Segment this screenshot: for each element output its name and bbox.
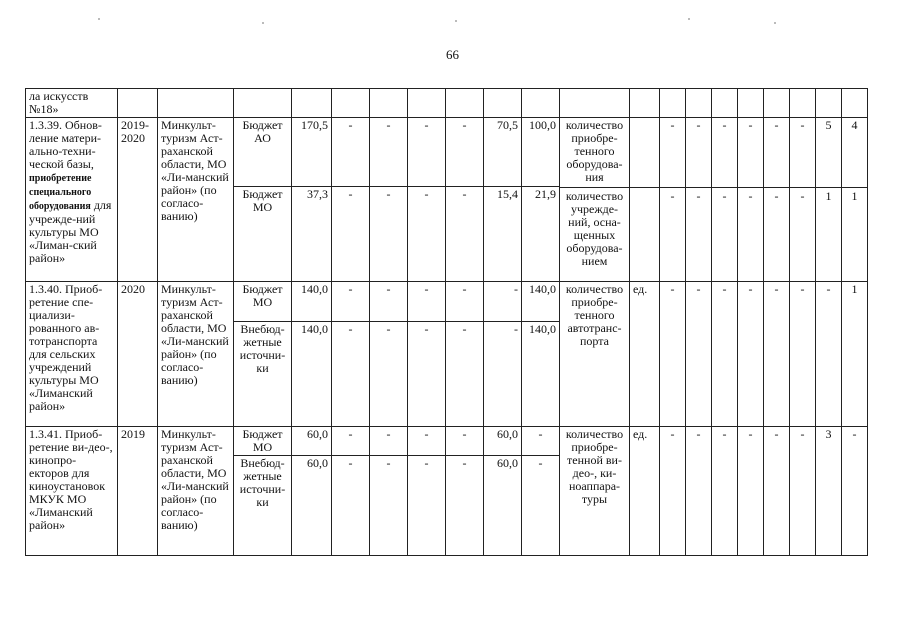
value-cell: 100,0 — [522, 118, 560, 187]
unit-cell: ед. — [630, 282, 660, 427]
measure-name-inserted-text: приобретение специального оборудования — [29, 173, 92, 212]
value-cell: 140,0 — [292, 322, 332, 427]
indicator-value: 1 — [825, 189, 832, 203]
source-label: Внебюд-жетные источни-ки — [234, 456, 292, 556]
table-row — [26, 118, 868, 187]
indicator-value: - — [686, 118, 711, 188]
indicator-value: - — [660, 118, 685, 188]
table-row — [26, 89, 868, 118]
indicator-value: - — [670, 189, 675, 203]
measure-name-cell: 1.3.39. Обнов-ление матери-ально-техни-ческой базы, приобретение специального оборудования для учрежде-ний культуры МО «Лиман-ский район» — [26, 118, 118, 282]
value-cell: - — [370, 187, 408, 282]
value-cell: - — [446, 456, 484, 556]
source-label: Бюджет МО — [234, 282, 292, 322]
indicator-value: 1 — [842, 282, 868, 427]
indicator-value: - — [686, 282, 712, 427]
value-cell: 15,4 — [484, 187, 522, 282]
value-cell: 60,0 — [292, 456, 332, 556]
indicator-value: - — [738, 282, 764, 427]
value-cell: - — [332, 322, 370, 427]
unit-cell: ед. — [630, 427, 660, 556]
indicator-value: - — [764, 427, 790, 556]
indicator-split-cell — [738, 118, 764, 282]
scan-speck — [455, 20, 457, 22]
value-cell: - — [408, 456, 446, 556]
indicator-value: - — [764, 118, 789, 188]
value-cell: 37,3 — [292, 187, 332, 282]
indicator-split-cell — [630, 118, 660, 282]
page-number: 66 — [446, 47, 459, 62]
indicator-value: - — [816, 282, 842, 427]
indicator-name: количество приобре-тенного автотранс-порта — [560, 282, 630, 427]
value-cell: - — [332, 456, 370, 556]
value-cell: 140,0 — [522, 322, 560, 427]
value-cell: - — [522, 456, 560, 556]
indicator-split-cell — [816, 118, 842, 282]
scan-speck — [98, 18, 100, 20]
indicator-value: 3 — [816, 427, 842, 556]
value-cell: - — [408, 118, 446, 187]
value-cell: - — [408, 187, 446, 282]
indicator-split-cell — [660, 118, 686, 282]
source-label: Бюджет МО — [234, 427, 292, 456]
value-cell: - — [332, 282, 370, 322]
value-cell: - — [370, 118, 408, 187]
indicator-name: количество учрежде-ний, осна-щенных оборудова-нием — [565, 189, 624, 268]
measure-name-cell: ла искусств №18» — [26, 89, 118, 118]
indicator-split-cell — [686, 118, 712, 282]
indicator-value: 1 — [851, 189, 858, 203]
value-cell: - — [522, 427, 560, 456]
value-cell: - — [408, 427, 446, 456]
indicator-value: - — [790, 282, 816, 427]
measure-name-cell: 1.3.41. Приоб-ретение ви-део-, кинопро-екторов для киноустановок МКУК МО «Лиманский район» — [26, 427, 118, 556]
value-cell: - — [370, 322, 408, 427]
indicator-value: - — [842, 427, 868, 556]
indicator-split-cell — [712, 118, 738, 282]
indicator-split-cell — [560, 118, 630, 282]
indicator-value: - — [748, 189, 753, 203]
unit-cell — [633, 188, 656, 190]
source-label: Бюджет АО — [234, 118, 292, 187]
value-cell: - — [332, 118, 370, 187]
value-cell: - — [370, 282, 408, 322]
indicator-value: - — [738, 427, 764, 556]
value-cell: - — [408, 282, 446, 322]
indicator-split-cell — [764, 118, 790, 282]
scan-speck — [262, 22, 264, 24]
value-cell: 70,5 — [484, 118, 522, 187]
indicator-value: - — [774, 189, 779, 203]
indicator-value: - — [712, 282, 738, 427]
indicator-value: - — [660, 427, 686, 556]
years-cell: 2019 — [118, 427, 158, 556]
indicator-value: 5 — [816, 118, 841, 188]
measure-name-cell: 1.3.40. Приоб-ретение спе-циализи-рованного ав-тотранспорта для сельских учреждений культуры МО «Лиманский район» — [26, 282, 118, 427]
value-cell: 60,0 — [484, 456, 522, 556]
source-label: Бюджет МО — [234, 187, 292, 282]
program-table — [25, 88, 868, 556]
table-row — [26, 427, 868, 456]
indicator-value: - — [790, 427, 816, 556]
indicator-value: - — [722, 189, 727, 203]
scan-speck — [688, 18, 690, 20]
indicator-value: - — [800, 189, 805, 203]
table-row — [26, 282, 868, 322]
value-cell: 60,0 — [484, 427, 522, 456]
indicator-value: - — [696, 189, 701, 203]
indicator-value: 4 — [842, 118, 867, 188]
source-label: Внебюд-жетные источни-ки — [234, 322, 292, 427]
indicator-split-cell — [842, 118, 868, 282]
value-cell: 140,0 — [522, 282, 560, 322]
value-cell: - — [446, 322, 484, 427]
value-cell: 21,9 — [522, 187, 560, 282]
value-cell: - — [446, 282, 484, 322]
value-cell: 60,0 — [292, 427, 332, 456]
value-cell: 140,0 — [292, 282, 332, 322]
value-cell: - — [446, 187, 484, 282]
value-cell: - — [408, 322, 446, 427]
value-cell: 170,5 — [292, 118, 332, 187]
indicator-split-cell — [790, 118, 816, 282]
executor-cell: Минкульт-туризм Аст-раханской области, МО «Ли-манский район» (по согласо-ванию) — [158, 118, 234, 282]
indicator-value: - — [738, 118, 763, 188]
executor-cell: Минкульт-туризм Аст-раханской области, МО «Ли-манский район» (по согласо-ванию) — [158, 427, 234, 556]
indicator-value: - — [686, 427, 712, 556]
value-cell: - — [484, 282, 522, 322]
years-cell: 2020 — [118, 282, 158, 427]
value-cell: - — [332, 427, 370, 456]
value-cell: - — [446, 118, 484, 187]
value-cell: - — [446, 427, 484, 456]
indicator-value: - — [764, 282, 790, 427]
indicator-value: - — [660, 282, 686, 427]
indicator-name: количество приобре-тенного оборудова-ния — [560, 118, 629, 188]
value-cell: - — [370, 427, 408, 456]
indicator-value: - — [790, 118, 815, 188]
indicator-name: количество приобре-тенной ви-део-, ки-ноаппара-туры — [560, 427, 630, 556]
value-cell: - — [484, 322, 522, 427]
value-cell: - — [370, 456, 408, 556]
executor-cell: Минкульт-туризм Аст-раханской области, МО «Ли-манский район» (по согласо-ванию) — [158, 282, 234, 427]
value-cell: - — [332, 187, 370, 282]
years-cell: 2019-2020 — [118, 118, 158, 282]
indicator-value: - — [712, 427, 738, 556]
unit-cell — [630, 118, 659, 188]
scan-speck — [774, 22, 776, 24]
indicator-value: - — [712, 118, 737, 188]
